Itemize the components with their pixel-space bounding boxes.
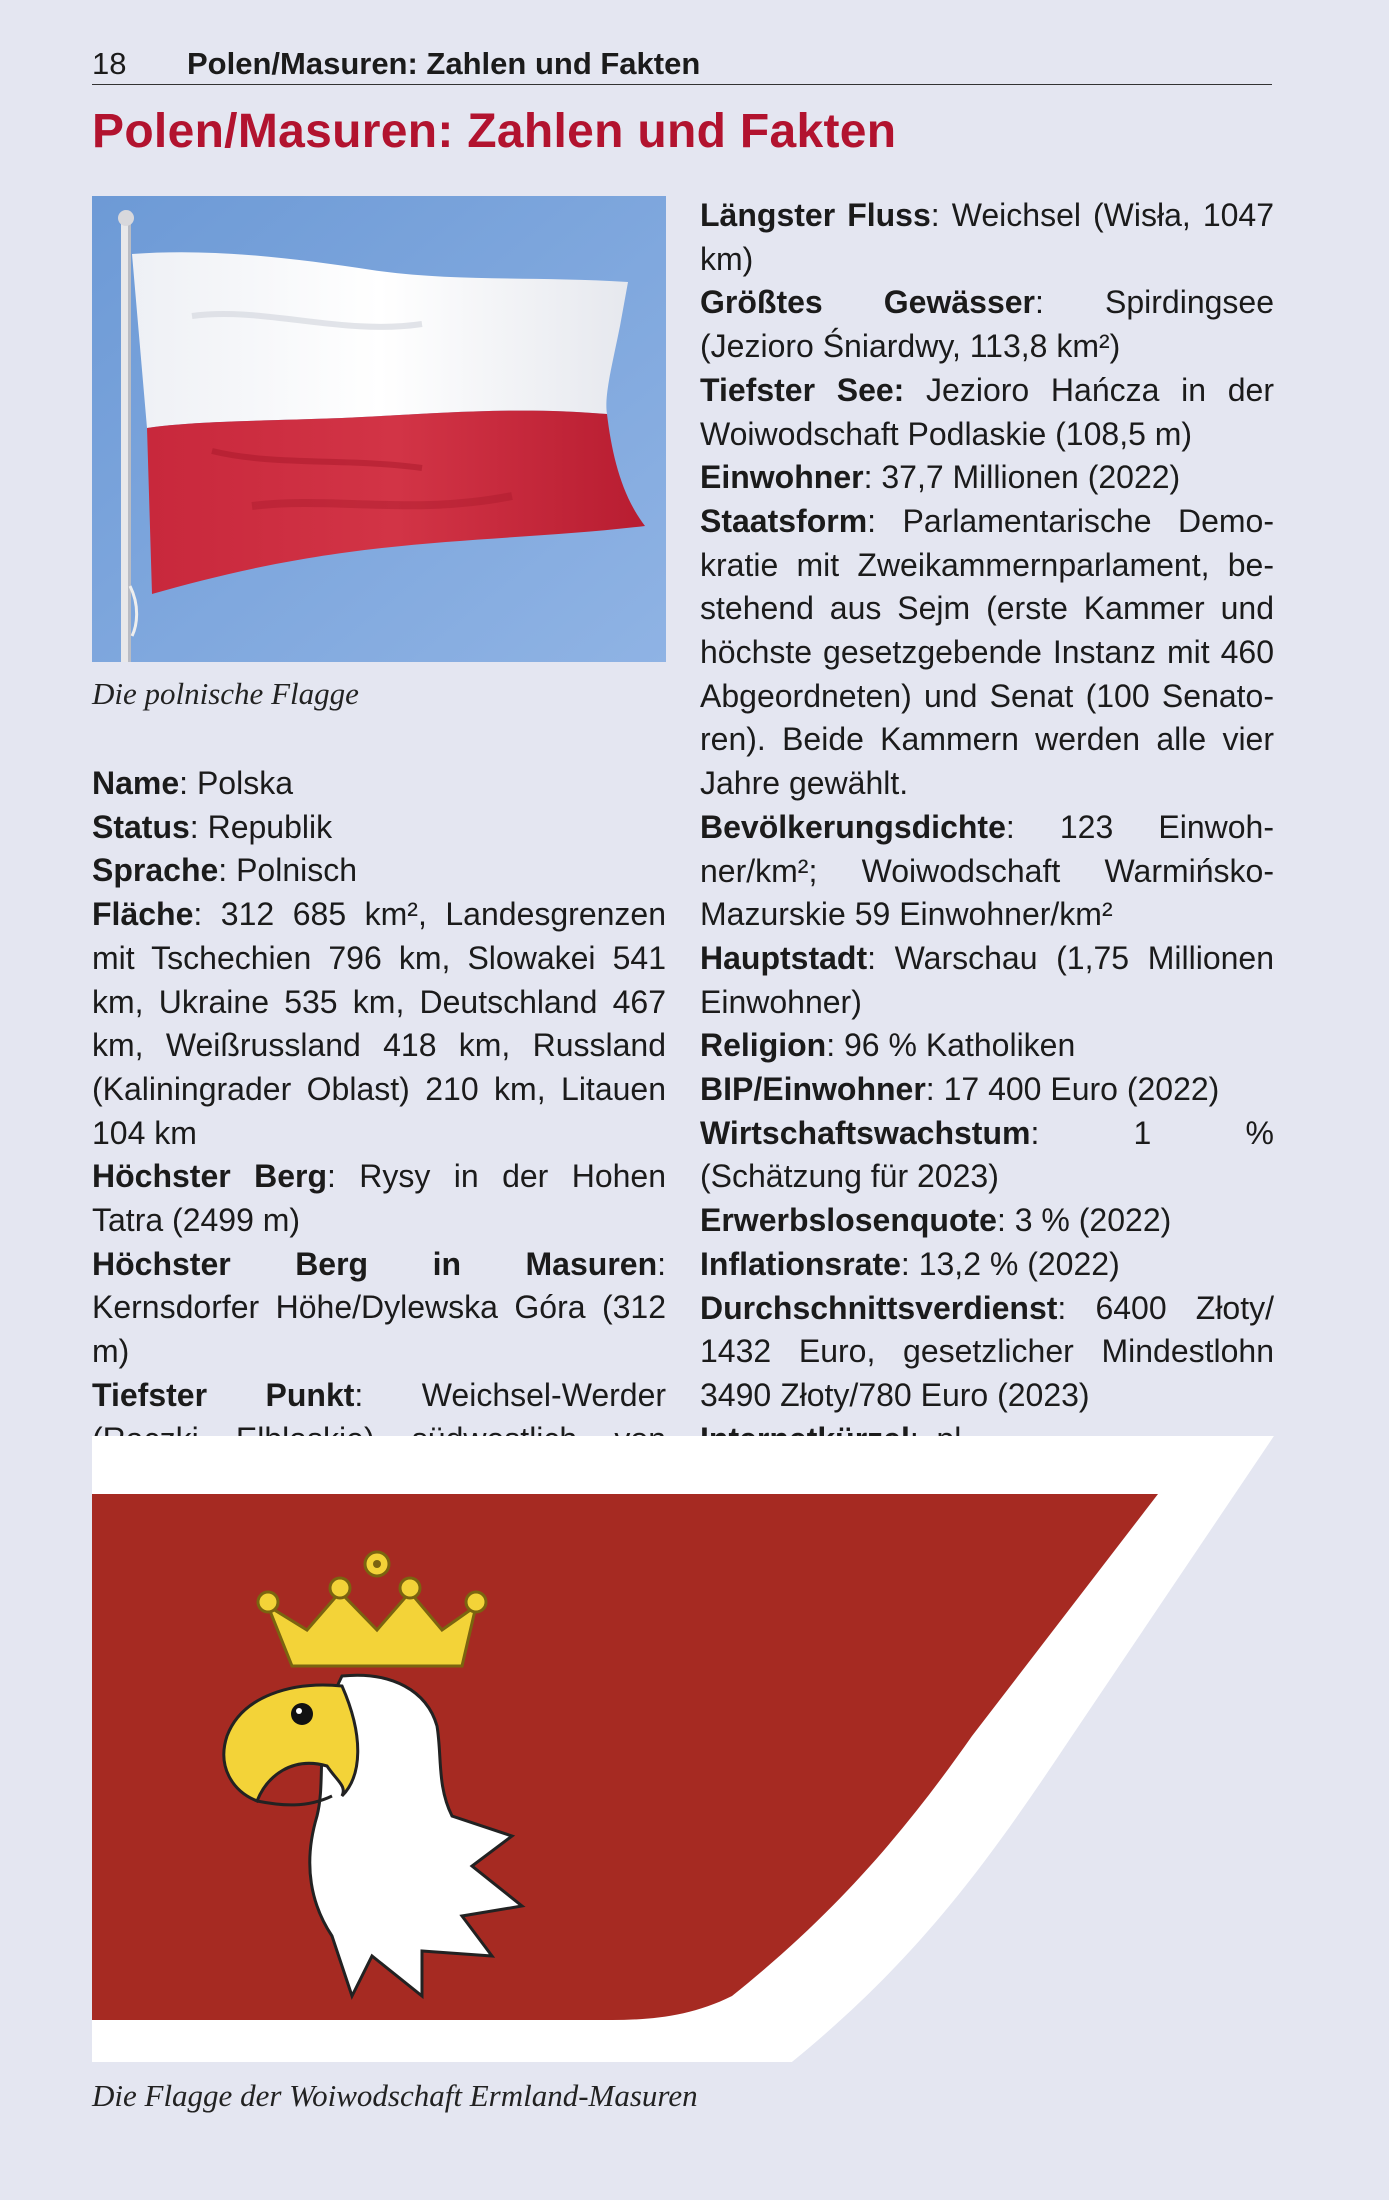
fact-gdp-per-capita: BIP/Einwohner: 17 400 Euro (2022): [700, 1071, 1220, 1108]
fact-unemployment-rate: Erwerbslosenquote: 3 % (2022): [700, 1202, 1172, 1239]
fact-longest-river: Längster Fluss: Weichsel (Wisła, 1047 km): [700, 197, 1275, 277]
facts-left-column: [92, 762, 666, 1505]
warmia-masuria-flag: [92, 1436, 1274, 2062]
fact-lowest-point: Tiefster Punkt: Weichsel-Werder: [92, 1376, 667, 1413]
fact-population-density: Bevölkerungsdichte: 123 Einwohner/km²; Woiwodschaft Warmińsko-Mazurskie 59 Einwohner/km²: [700, 808, 1274, 933]
fact-economic-growth: Wirtschaftswachstum: 1 % (Schätzung für 2023): [700, 1114, 1274, 1195]
fact-capital: Hauptstadt: Warschau (1,75 Millionen Einwohner): [700, 939, 1274, 1020]
fact-inflation-rate: Inflationsrate: 13,2 % (2022): [700, 1245, 1120, 1282]
fact-language: Sprache: Polnisch: [92, 852, 358, 889]
facts-right-column: [700, 194, 1274, 1461]
fact-form-of-government: Staatsform: Parlamentarische Demokratie mit Zweikammernparlament, bestehend aus Sejm (erste Kammer und höchste gesetzgebende Instanz mit 460 Abgeordneten) und Senat (100 Senatoren). Beide Kammern werden alle vier Jahre gewählt.: [700, 502, 1274, 802]
fact-average-earnings: Durchschnittsverdienst: 6400 Złoty/ 1432 Euro, gesetzlicher Mindestlohn 3490 Złoty/780 Euro (2023): [700, 1289, 1275, 1413]
fact-deepest-lake: Tiefster See: Jezioro Hańcza in der Woiwodschaft Podlaskie (108,5 m): [700, 371, 1275, 452]
warmia-flag-caption: Die Flagge der Woiwodschaft Ermland-Masuren: [92, 2078, 698, 2113]
fact-area: Fläche: 312 685 km², Landesgrenzen mit Tschechien 796 km, Slowakei 541 km, Ukraine 535 km, Deutschland 467 km, Weißrussland 418 km, Russland (Kaliningrader Oblast) 210 km, Litauen 104 km: [92, 896, 666, 1151]
fact-population: Einwohner: 37,7 Millionen (2022): [700, 459, 1181, 496]
fact-highest-mountain-masuria: Höchster Berg in Masuren: Kernsdorfer Höhe/Dylewska Góra (312 m): [92, 1245, 666, 1370]
polish-flag-caption: Die polnische Flagge: [92, 676, 359, 711]
fact-highest-mountain: Höchster Berg: Rysy in der Hohen Tatra (2499 m): [92, 1158, 667, 1239]
page-number: 18: [92, 46, 127, 81]
page-title: Polen/Masuren: Zahlen und Fakten: [92, 105, 897, 158]
running-header: [92, 44, 1272, 85]
fact-largest-lake: Größtes Gewässer: Spirdingsee (Jezioro Śniardwy, 113,8 km²): [700, 284, 1275, 365]
fact-name: Name: Polska: [92, 765, 293, 801]
running-title: Polen/Masuren: Zahlen und Fakten: [187, 46, 701, 81]
fact-status: Status: Republik: [92, 808, 333, 845]
fact-religion: Religion: 96 % Katholiken: [700, 1027, 1076, 1064]
polish-flag-photo: [92, 196, 666, 662]
